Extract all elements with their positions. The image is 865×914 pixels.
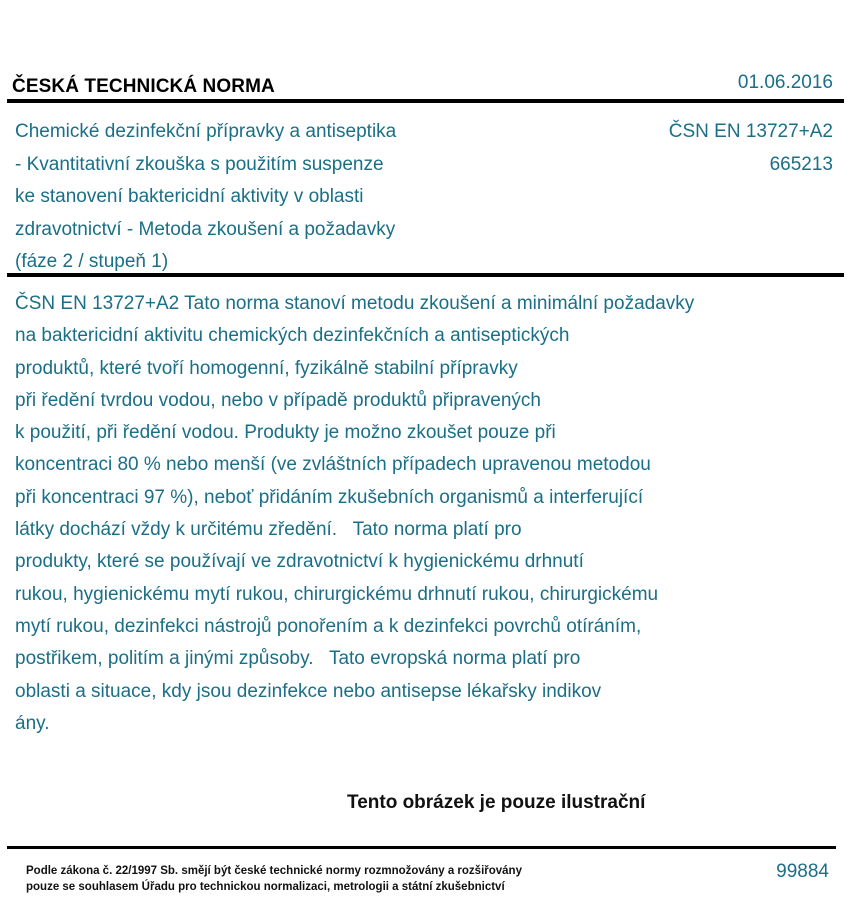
- document-number: 99884: [776, 861, 829, 882]
- abstract-line: na baktericidní aktivitu chemických dezinfekčních a antiseptických: [15, 325, 570, 347]
- norm-code: ČSN EN 13727+A2: [668, 121, 833, 142]
- legal-notice-line: pouze se souhlasem Úřadu pro technickou normalizaci, metrologii a státní zkušebnictví: [26, 881, 505, 893]
- abstract-line: rukou, hygienickému mytí rukou, chirurgickému drhnutí rukou, chirurgickému: [15, 583, 659, 605]
- abstract-line: oblasti a situace, kdy jsou dezinfekce nebo antisepse lékařsky indikov: [15, 680, 602, 702]
- norm-title-line: ke stanovení baktericidní aktivity v oblasti: [15, 186, 364, 207]
- title-divider: [7, 273, 844, 277]
- norm-identifiers: [669, 116, 833, 181]
- abstract-line: ány.: [15, 712, 50, 734]
- publication-date: 01.06.2016: [737, 72, 833, 93]
- norm-class-number: 665213: [769, 153, 833, 175]
- norm-title-line: zdravotnictví - Metoda zkoušení a požadavky: [15, 218, 396, 240]
- abstract-line: ČSN EN 13727+A2 Tato norma stanoví metodu zkoušení a minimální požadavky: [15, 293, 695, 314]
- abstract-line: k použití, při ředění vodou. Produkty je možno zkoušet pouze při: [15, 422, 556, 444]
- footer-divider: [7, 846, 836, 849]
- norm-title-line: - Kvantitativní zkouška s použitím suspenze: [15, 153, 384, 175]
- abstract-line: produktů, které tvoří homogenní, fyzikálně stabilní přípravky: [15, 357, 518, 379]
- illustration-notice: Tento obrázek je pouze ilustrační: [347, 792, 646, 813]
- legal-notice: [26, 863, 522, 895]
- abstract-line: látky dochází vždy k určitému zředění. Tato norma platí pro: [15, 519, 522, 541]
- norm-abstract: [15, 288, 835, 740]
- standard-header-title: ČESKÁ TECHNICKÁ NORMA: [12, 76, 275, 97]
- norm-title-line: Chemické dezinfekční přípravky a antiseptika: [15, 121, 397, 142]
- abstract-line: při koncentraci 97 %), neboť přidáním zkušebních organismů a interferující: [15, 486, 644, 508]
- abstract-line: koncentraci 80 % nebo menší (ve zvláštních případech upravenou metodou: [15, 454, 651, 476]
- abstract-line: postřikem, politím a jinými způsoby. Tato evropská norma platí pro: [15, 648, 581, 670]
- abstract-line: produkty, které se používají ve zdravotnictví k hygienickému drhnutí: [15, 551, 584, 573]
- norm-title-line: (fáze 2 / stupeň 1): [15, 251, 169, 272]
- header-divider: [7, 99, 844, 103]
- abstract-line: při ředění tvrdou vodou, nebo v případě produktů připravených: [15, 389, 541, 411]
- abstract-line: mytí rukou, dezinfekci nástrojů ponořením a k dezinfekci povrchů otíráním,: [15, 615, 642, 637]
- norm-title: [15, 116, 485, 279]
- legal-notice-line: Podle zákona č. 22/1997 Sb. smějí být české technické normy rozmnožovány a rozšiřovány: [26, 865, 522, 877]
